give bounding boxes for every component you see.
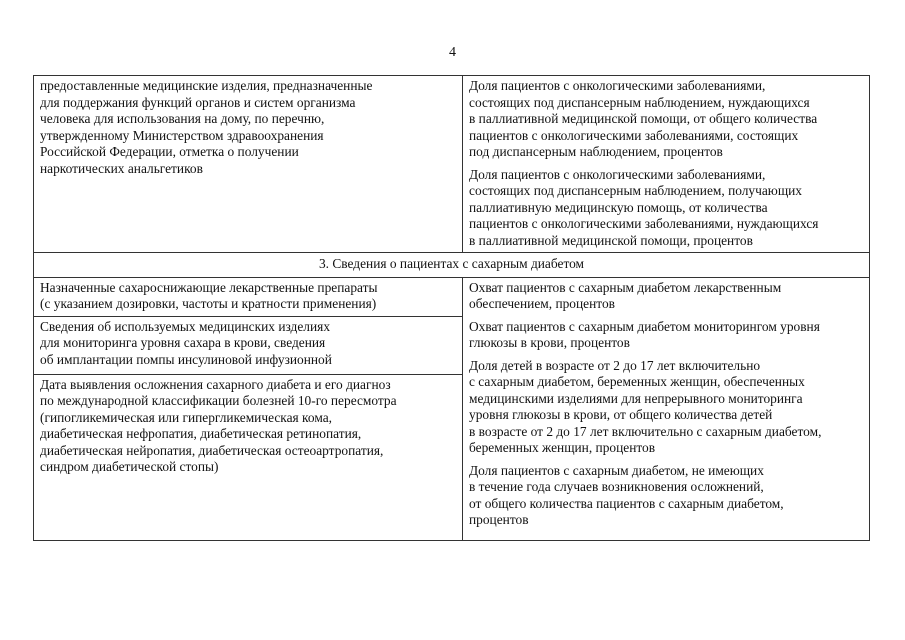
left-cell [34,277,463,316]
right-cell [463,76,870,253]
left-cell-text: предоставленные медицинские изделия, предназначенные для поддержания функций органов и систем организма человека для использования на дому, по перечню, утвержденному Министерством здравоохранения Российской Федерации, отметка о получении наркотических анальгетиков [40,78,373,176]
left-cell [34,76,463,253]
indicator-text: Охват пациентов с сахарным диабетом мониторингом уровня глюкозы в крови, процентов [469,318,820,350]
indicator-text: Доля детей в возрасте от 2 до 17 лет включительно с сахарным диабетом, беременных женщин, обеспеченных медицинскими изделиями для непрерывного мониторинга уровня глюкозы в крови, от общего количества детей в возрасте от 2 до 17 лет включительно с сахарным диабетом, беременных женщин, процентов [469,357,822,455]
table-row [34,76,870,253]
section-header-row [34,253,870,278]
indicator-text: Доля пациентов с сахарным диабетом, не имеющих в течение года случаев возникновения осложнений, от общего количества пациентов с сахарным диабетом, процентов [469,462,784,527]
left-cell-text: Назначенные сахароснижающие лекарственные препараты (с указанием дозировки, частоты и кратности применения) [40,279,378,311]
indicator-text: Доля пациентов с онкологическими заболеваниями, состоящих под диспансерным наблюдением, получающих паллиативную медицинскую помощь, от количества пациентов с онкологическими заболеваниями, нуждающихся в паллиативной медицинской помощи, процентов [469,166,819,248]
registry-table [33,75,870,541]
left-cell-text: Дата выявления осложнения сахарного диабета и его диагноз по международной классификации болезней 10-го пересмотра (гипогликемическая или гипергликемическая кома, диабетическая нефропатия, диабетическая ретинопатия, диабетическая нейропатия, диабетическая остеоартропатия, синдром диабетической стопы) [40,376,397,474]
page-number: 4 [449,45,456,60]
left-cell-text: Сведения об используемых медицинских изделиях для мониторинга уровня сахара в крови, сведения об имплантации помпы инсулиновой инфузионной [40,318,332,367]
indicator-text: Охват пациентов с сахарным диабетом лекарственным обеспечением, процентов [469,279,782,311]
indicator-text: Доля пациентов с онкологическими заболеваниями, состоящих под диспансерным наблюдением, нуждающихся в паллиативной медицинской помощи, от общего количества пациентов с онкологическими заболеваниями, состоящих под диспансерным наблюдением, процентов [469,78,818,159]
left-cell [34,316,463,374]
left-cell [34,374,463,540]
right-cell-merged [463,277,870,540]
table-row [34,277,870,316]
section-title: 3. Сведения о пациентах с сахарным диабетом [34,253,870,278]
